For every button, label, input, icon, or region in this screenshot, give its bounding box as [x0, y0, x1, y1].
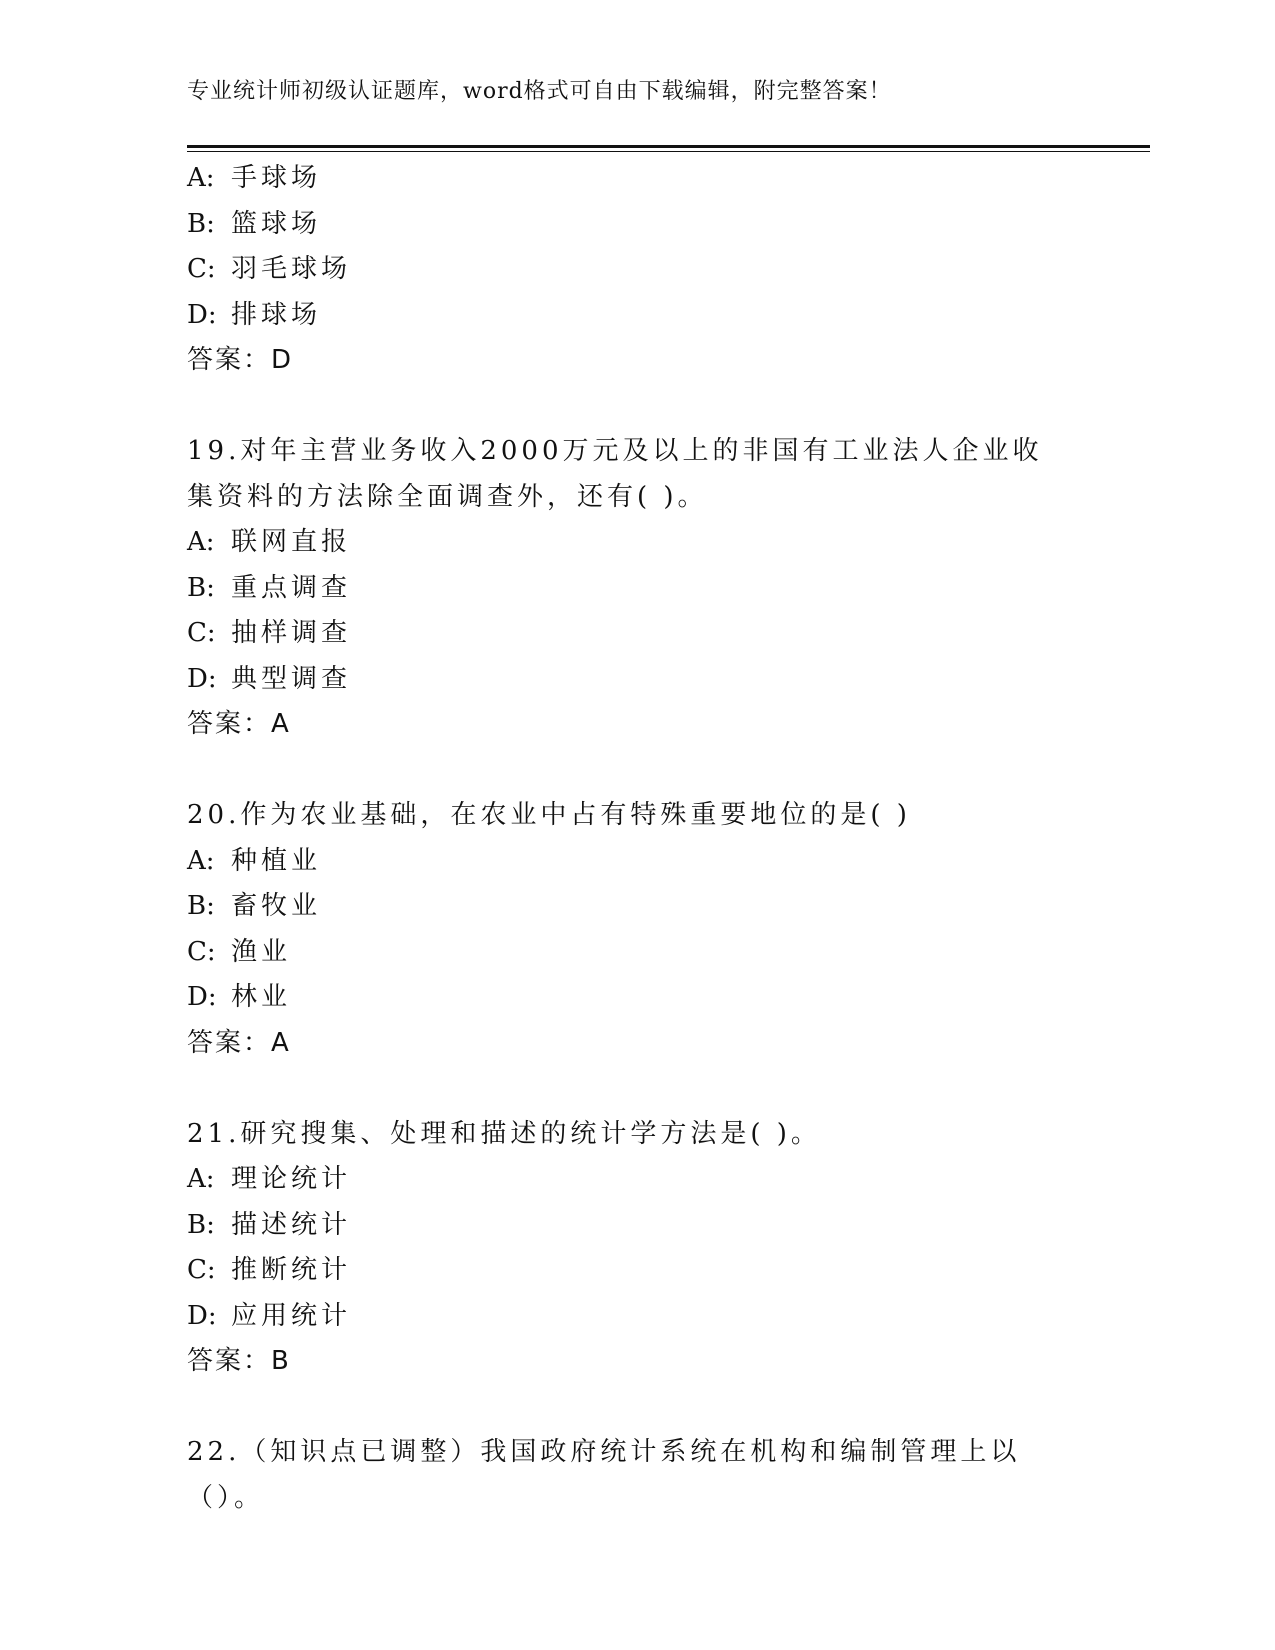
option-text: 篮球场 — [231, 208, 322, 239]
answer-line: 答案：A — [187, 1027, 291, 1058]
header-rule-thin — [187, 151, 1150, 152]
option-d — [187, 975, 1087, 1021]
option-c — [187, 611, 1087, 657]
option-a — [187, 156, 1087, 202]
question-19 — [187, 429, 1087, 748]
option-c — [187, 930, 1087, 976]
option-key: A: — [187, 845, 215, 876]
option-text: 林业 — [231, 982, 292, 1012]
option-a — [187, 839, 1087, 885]
question-stem: 20.作为农业基础，在农业中占有特殊重要地位的是( ) — [187, 800, 911, 830]
option-text: 畜牧业 — [231, 891, 322, 921]
option-d — [187, 293, 1087, 339]
question-21 — [187, 1112, 1087, 1385]
option-a — [187, 520, 1087, 566]
option-text: 理论统计 — [231, 1164, 352, 1194]
option-text: 典型调查 — [231, 663, 352, 694]
option-key: C: — [187, 618, 216, 648]
option-key: B: — [187, 572, 215, 603]
option-text: 排球场 — [231, 299, 322, 330]
option-key: D: — [187, 1300, 217, 1331]
option-text: 重点调查 — [231, 572, 352, 603]
option-d — [187, 1294, 1087, 1340]
question-stem: 19.对年主营业务收入2000万元及以上的非国有工业法人企业收集资料的方法除全面调查外，还有( )。 — [187, 436, 1043, 512]
option-text: 羽毛球场 — [231, 254, 352, 284]
answer-line: 答案：D — [187, 345, 294, 375]
option-key: C: — [187, 254, 216, 284]
option-text: 描述统计 — [231, 1209, 352, 1240]
option-text: 种植业 — [231, 845, 322, 876]
spacer — [187, 748, 1087, 794]
question-20 — [187, 793, 1087, 1066]
option-key: D: — [187, 299, 217, 330]
question-list — [187, 156, 1087, 1521]
option-key: B: — [187, 891, 215, 921]
option-text: 应用统计 — [231, 1300, 352, 1331]
option-key: C: — [187, 1255, 216, 1285]
question-stem: 22.（知识点已调整）我国政府统计系统在机构和编制管理上以（）。 — [187, 1437, 1021, 1513]
page-header: 专业统计师初级认证题库，word格式可自由下载编辑，附完整答案！ — [187, 79, 892, 104]
answer-line: 答案：B — [187, 1346, 291, 1376]
option-key: C: — [187, 936, 216, 967]
option-key: B: — [187, 1209, 215, 1240]
option-c — [187, 1248, 1087, 1294]
option-text: 抽样调查 — [231, 618, 352, 648]
option-text: 手球场 — [231, 163, 322, 193]
spacer — [187, 1066, 1087, 1112]
option-key: A: — [187, 1164, 215, 1194]
option-text: 渔业 — [231, 936, 292, 967]
spacer — [187, 384, 1087, 430]
answer-line: 答案：A — [187, 709, 291, 739]
option-b — [187, 566, 1087, 612]
question-18 — [187, 156, 1087, 384]
option-b — [187, 202, 1087, 248]
option-key: D: — [187, 982, 217, 1012]
option-d — [187, 657, 1087, 703]
option-b — [187, 1203, 1087, 1249]
option-key: A: — [187, 163, 215, 193]
option-c — [187, 247, 1087, 293]
header-rule-thick — [187, 145, 1150, 148]
spacer — [187, 1385, 1087, 1431]
option-b — [187, 884, 1087, 930]
option-key: D: — [187, 663, 217, 694]
question-stem: 21.研究搜集、处理和描述的统计学方法是( )。 — [187, 1118, 821, 1149]
option-text: 推断统计 — [231, 1255, 352, 1285]
option-a — [187, 1157, 1087, 1203]
option-key: A: — [187, 527, 215, 557]
option-key: B: — [187, 208, 215, 239]
question-22 — [187, 1430, 1087, 1521]
option-text: 联网直报 — [231, 527, 352, 557]
